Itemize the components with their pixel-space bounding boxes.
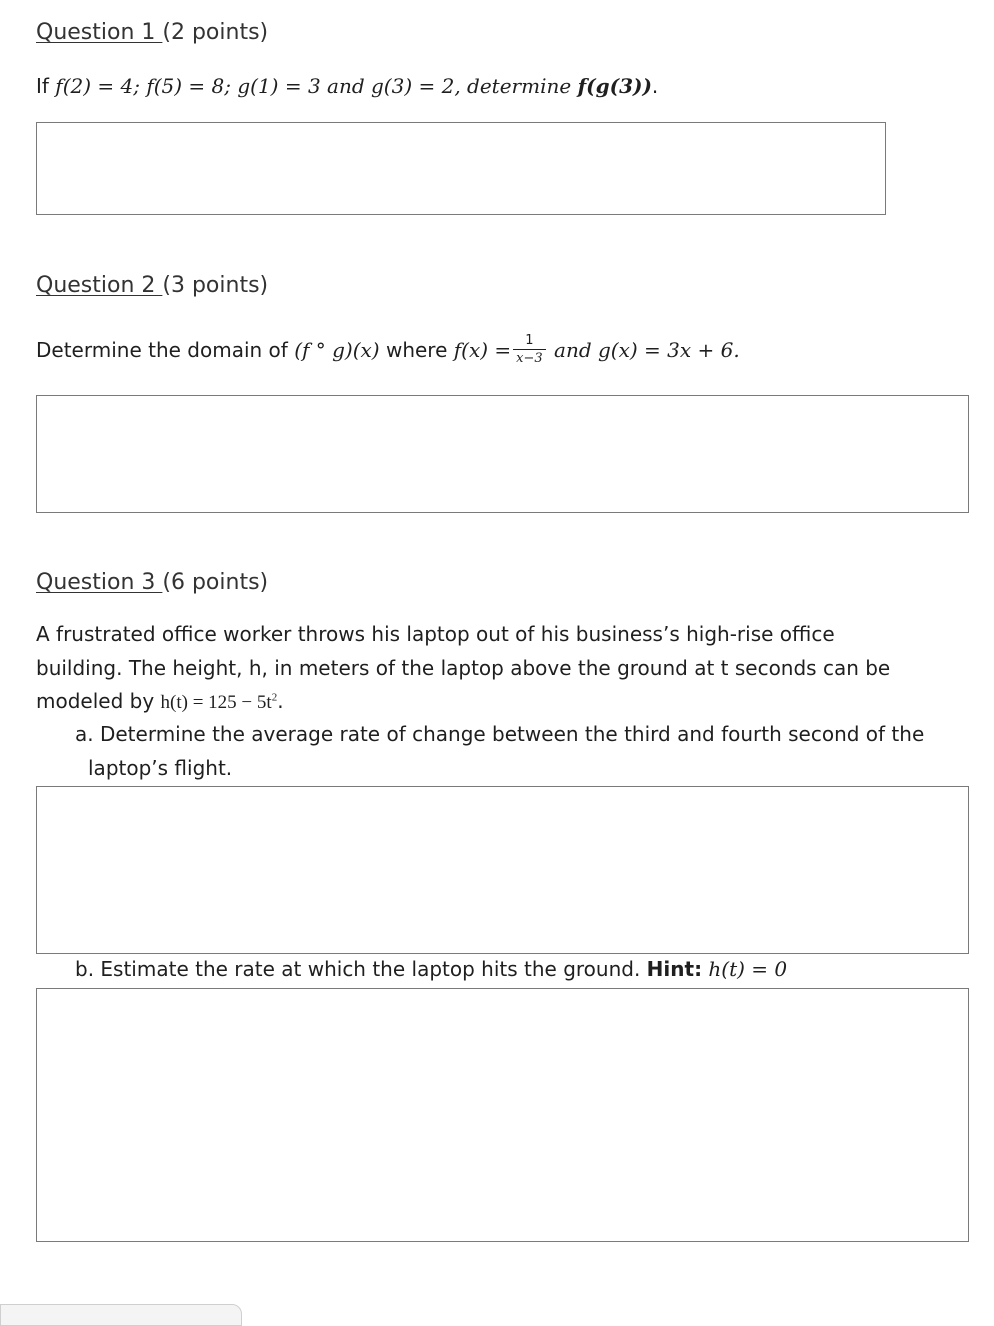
question-3-line-2: building. The height, h, in meters of the laptop above the ground at t seconds can be xyxy=(36,656,891,680)
question-2-composition: (f ° g)(x) xyxy=(294,338,380,362)
question-1-answer-box[interactable] xyxy=(36,122,886,215)
model-expression: h(t) = 125 − 5t xyxy=(160,692,272,713)
hint-math: h(t) = 0 xyxy=(702,957,788,981)
question-1-prompt-prefix: If xyxy=(36,74,56,98)
question-3-model-prefix: modeled by xyxy=(36,689,161,713)
question-3-model-end: . xyxy=(277,689,284,713)
question-3a-answer-box[interactable] xyxy=(36,786,969,954)
question-3-line-1: A frustrated office worker throws his laptop out of his business’s high-rise office xyxy=(36,622,835,646)
fraction-numerator: 1 xyxy=(525,333,534,348)
question-3-line-3 xyxy=(36,689,284,714)
question-3b-text: b. Estimate the rate at which the laptop hits the ground. xyxy=(75,957,647,981)
question-3-title xyxy=(36,570,268,595)
question-1-prompt-target: f(g(3)) xyxy=(577,74,652,98)
question-1-label: Question 1 xyxy=(36,20,163,45)
question-1-points: (2 points) xyxy=(162,20,269,45)
question-2-title xyxy=(36,273,268,298)
question-1-prompt-math: f(2) = 4; f(5) = 8; g(1) = 3 and g(3) = 2, determine xyxy=(55,74,578,98)
question-3a-line-1: a. Determine the average rate of change between the third and fourth second of the xyxy=(75,722,925,746)
hint-label: Hint: xyxy=(646,957,703,981)
question-2-fraction xyxy=(513,334,546,365)
question-3a-line-2: laptop’s flight. xyxy=(88,756,233,780)
fraction-denominator: x−3 xyxy=(513,349,546,365)
question-2-g-definition: and g(x) = 3x + 6. xyxy=(547,338,740,362)
question-2-prompt xyxy=(36,333,740,367)
question-1-prompt xyxy=(36,74,658,98)
question-3-model xyxy=(161,692,278,713)
question-2-label: Question 2 xyxy=(36,273,163,298)
question-2-where: where xyxy=(379,338,454,362)
question-2-f-definition: f(x) = xyxy=(453,338,512,362)
model-exponent: 2 xyxy=(271,691,278,704)
question-3b-answer-box[interactable] xyxy=(36,988,969,1242)
question-3b-prompt xyxy=(75,957,787,981)
question-3-points: (6 points) xyxy=(162,570,269,595)
question-1-title xyxy=(36,20,268,45)
question-2-points: (3 points) xyxy=(162,273,269,298)
question-3-label: Question 3 xyxy=(36,570,163,595)
question-2-prompt-prefix: Determine the domain of xyxy=(36,338,295,362)
question-2-answer-box[interactable] xyxy=(36,395,969,513)
question-1-prompt-end: . xyxy=(651,74,659,98)
bottom-scroll-tab xyxy=(0,1304,242,1326)
